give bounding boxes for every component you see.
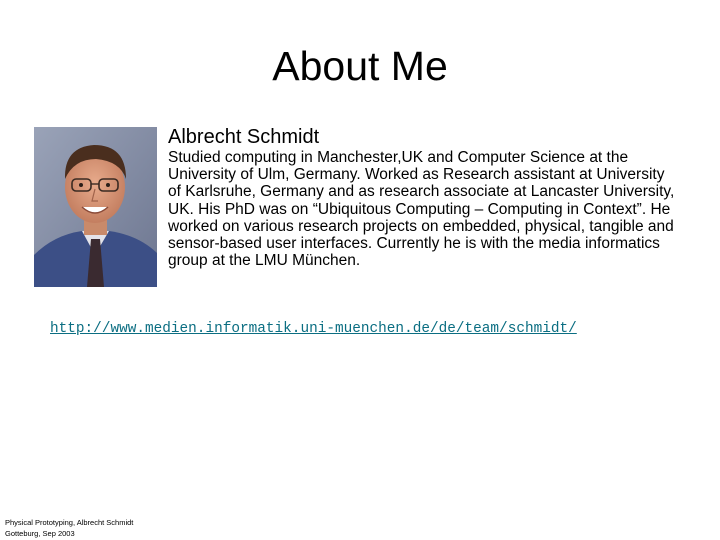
portrait-image (34, 127, 157, 287)
slide-footer (5, 518, 133, 539)
footer-line-course: Physical Prototyping, Albrecht Schmidt (5, 518, 134, 527)
homepage-link[interactable]: http://www.medien.informatik.uni-muenchen.de/de/team/schmidt/ (50, 321, 577, 337)
slide-title: About Me (272, 43, 448, 89)
footer-line-place-date: Gotteburg, Sep 2003 (5, 528, 75, 538)
bio-paragraph: Studied computing in Manchester,UK and Computer Science at the University of Ulm, Germany. Worked as Research assistant at University of Karlsruhe, Germany and as research associate at Lancaster University, UK. His PhD was on “Ubiquitous Computing – Computing in Context”. He worked on various research projects on embedded, physical, tangible and sensor-based user interfaces. Currently he is with the media informatics group at the LMU München. (168, 149, 675, 270)
portrait-photo (34, 127, 157, 287)
person-name: Albrecht Schmidt (168, 126, 320, 148)
